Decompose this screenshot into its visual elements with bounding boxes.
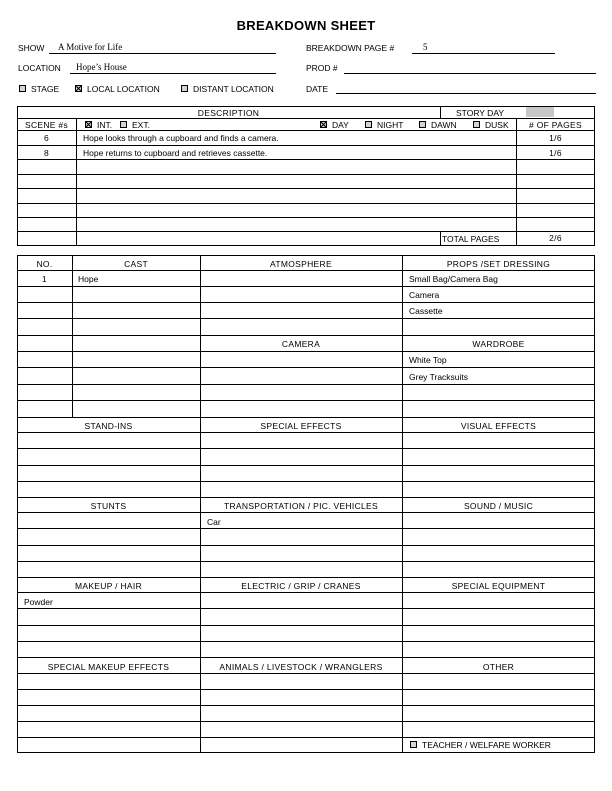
props-item: Camera [409, 290, 440, 300]
day-checkbox[interactable] [320, 121, 327, 128]
date-label: DATE [306, 84, 329, 94]
distant-location-label: DISTANT LOCATION [193, 84, 274, 94]
wardrobe-header: WARDROBE [472, 339, 525, 349]
scene-number: 6 [43, 133, 50, 143]
show-field[interactable]: A Motive for Life [58, 42, 123, 52]
teacher-label: TEACHER / WELFARE WORKER [422, 740, 551, 750]
pages-header: # OF PAGES [529, 120, 582, 130]
special-makeup-header: SPECIAL MAKEUP EFFECTS [47, 662, 170, 672]
special-effects-header: SPECIAL EFFECTS [260, 421, 342, 431]
breakdown-page-line [412, 53, 555, 54]
stage-label: STAGE [31, 84, 60, 94]
breakdown-page-label: BREAKDOWN PAGE # [306, 43, 395, 53]
page-title: BREAKDOWN SHEET [236, 18, 376, 33]
location-field-line [70, 73, 276, 74]
cast-number: 1 [41, 274, 48, 284]
local-location-label: LOCAL LOCATION [87, 84, 160, 94]
wardrobe-item: Grey Tracksuits [409, 372, 469, 382]
teacher-checkbox[interactable] [410, 741, 417, 748]
wardrobe-item: White Top [409, 355, 447, 365]
standins-header: STAND-INS [84, 421, 133, 431]
makeup-item: Powder [24, 597, 53, 607]
camera-header: CAMERA [281, 339, 321, 349]
ext-checkbox[interactable] [120, 121, 127, 128]
scene-description: Hope returns to cupboard and retrieves cassette. [83, 148, 268, 158]
ext-label: EXT. [132, 120, 150, 130]
description-header: DESCRIPTION [197, 108, 260, 118]
animals-header: ANIMALS / LIVESTOCK / WRANGLERS [219, 662, 383, 672]
story-day-field[interactable] [526, 107, 554, 117]
stage-checkbox[interactable] [19, 85, 26, 92]
scene-number: 8 [43, 148, 50, 158]
breakdown-page-field[interactable]: 5 [423, 42, 428, 52]
cast-name: Hope [78, 274, 99, 284]
story-day-label: STORY DAY [456, 108, 505, 118]
location-field[interactable]: Hope’s House [76, 62, 127, 72]
visual-effects-header: VISUAL EFFECTS [460, 421, 537, 431]
prod-label: PROD # [306, 63, 338, 73]
show-label: SHOW [18, 43, 45, 53]
dusk-label: DUSK [485, 120, 509, 130]
sound-header: SOUND / MUSIC [463, 501, 534, 511]
transportation-item: Car [207, 517, 221, 527]
dusk-checkbox[interactable] [473, 121, 480, 128]
scene-description: Hope looks through a cupboard and finds a camera. [83, 133, 279, 143]
makeup-header: MAKEUP / HAIR [74, 581, 143, 591]
props-header: PROPS /SET DRESSING [446, 259, 551, 269]
local-location-checkbox[interactable] [75, 85, 82, 92]
atmosphere-header: ATMOSPHERE [270, 259, 332, 269]
night-label: NIGHT [377, 120, 404, 130]
location-label: LOCATION [18, 63, 61, 73]
stunts-header: STUNTS [90, 501, 127, 511]
cast-header: CAST [124, 259, 148, 269]
total-pages-label: TOTAL PAGES [442, 234, 500, 244]
other-header: OTHER [482, 662, 515, 672]
scene-pages: 1/6 [549, 133, 562, 143]
int-label: INT. [97, 120, 113, 130]
prod-field-line [344, 73, 596, 74]
electric-header: ELECTRIC / GRIP / CRANES [241, 581, 361, 591]
day-label: DAY [332, 120, 349, 130]
show-field-line [49, 53, 276, 54]
dawn-label: DAWN [431, 120, 457, 130]
props-item: Small Bag/Camera Bag [409, 274, 498, 284]
props-item: Cassette [409, 306, 443, 316]
transportation-header: TRANSPORTATION / PIC. VEHICLES [224, 501, 378, 511]
date-field-line [336, 93, 596, 94]
special-equipment-header: SPECIAL EQUIPMENT [451, 581, 546, 591]
scene-pages: 1/6 [549, 148, 562, 158]
distant-location-checkbox[interactable] [181, 85, 188, 92]
total-pages-value: 2/6 [549, 233, 562, 243]
dawn-checkbox[interactable] [419, 121, 426, 128]
no-header: NO. [36, 259, 53, 269]
int-checkbox[interactable] [85, 121, 92, 128]
scene-no-header: SCENE #s [24, 120, 69, 130]
night-checkbox[interactable] [365, 121, 372, 128]
